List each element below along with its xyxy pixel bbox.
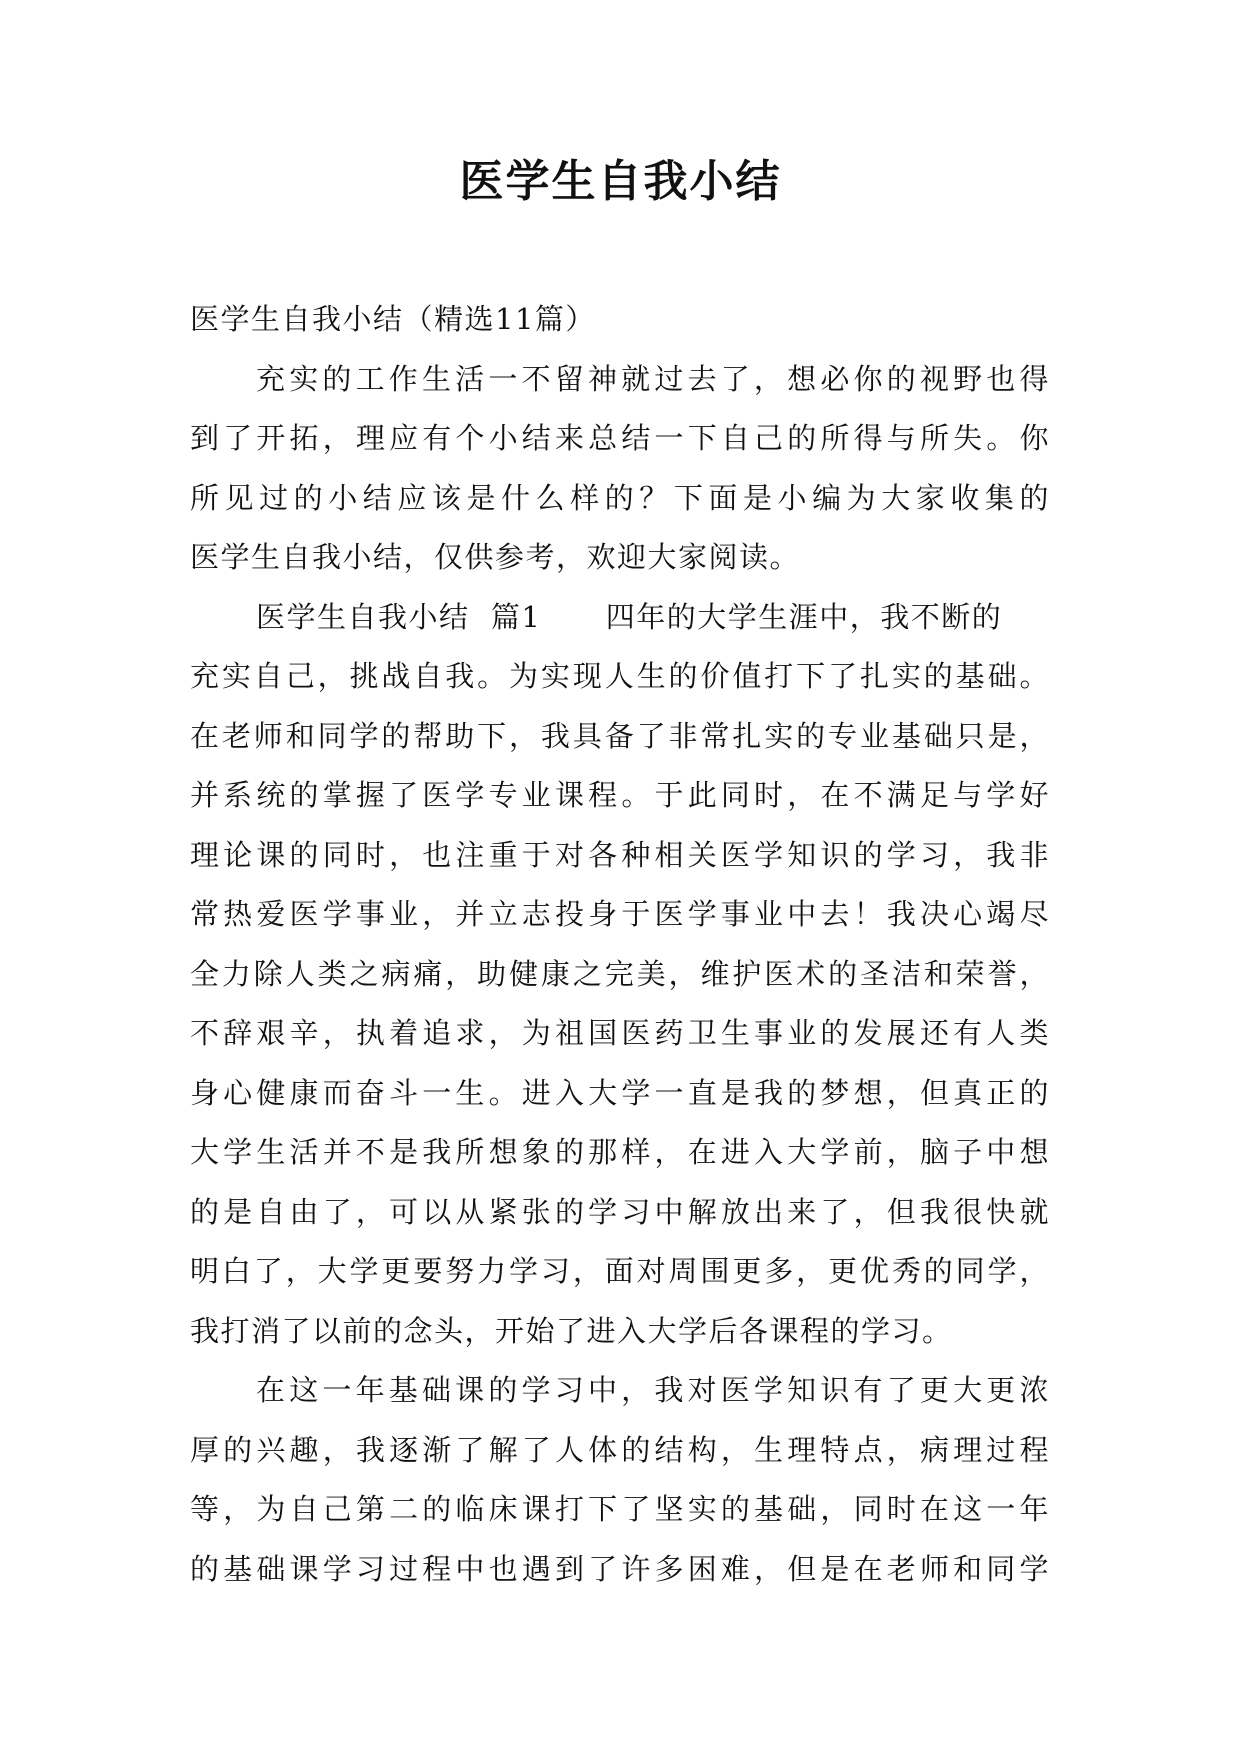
body-line: 所见过的小结应该是什么样的？下面是小编为大家收集的 bbox=[190, 480, 1050, 515]
body-line: 理论课的同时，也注重于对各种相关医学知识的学习，我非 bbox=[190, 837, 1050, 872]
body-line: 充实的工作生活一不留神就过去了，想必你的视野也得 bbox=[256, 361, 1050, 396]
body-line: 的是自由了，可以从紧张的学习中解放出来了，但我很快就 bbox=[190, 1194, 1050, 1229]
body-line: 在这一年基础课的学习中，我对医学知识有了更大更浓 bbox=[256, 1373, 1050, 1407]
body-line: 在老师和同学的帮助下，我具备了非常扎实的专业基础只是， bbox=[190, 718, 1050, 753]
body-line: 全力除人类之病痛，助健康之完美，维护医术的圣洁和荣誉， bbox=[190, 956, 1050, 991]
body-line: 等，为自己第二的临床课打下了坚实的基础，同时在这一年 bbox=[190, 1492, 1050, 1526]
body-line: 大学生活并不是我所想象的那样，在进入大学前，脑子中想 bbox=[190, 1135, 1050, 1169]
document-subtitle: 医学生自我小结（精选11篇） bbox=[190, 302, 596, 336]
body-line: 不辞艰辛，执着追求，为祖国医药卫生事业的发展还有人类 bbox=[190, 1016, 1050, 1050]
document-title: 医学生自我小结 bbox=[459, 156, 782, 207]
body-line: 医学生自我小结，仅供参考，欢迎大家阅读。 bbox=[190, 540, 801, 574]
body-line: 常热爱医学事业，并立志投身于医学事业中去！我决心竭尽 bbox=[190, 897, 1050, 931]
body-line: 身心健康而奋斗一生。进入大学一直是我的梦想，但真正的 bbox=[190, 1075, 1050, 1110]
body-line: 并系统的掌握了医学专业课程。于此同时，在不满足与学好 bbox=[190, 778, 1050, 812]
body-line: 充实自己，挑战自我。为实现人生的价值打下了扎实的基础。 bbox=[190, 659, 1050, 693]
document-body bbox=[190, 290, 1050, 1599]
body-line: 厚的兴趣，我逐渐了解了人体的结构，生理特点，病理过程 bbox=[190, 1432, 1050, 1467]
body-line: 到了开拓，理应有个小结来总结一下自己的所得与所失。你 bbox=[190, 421, 1050, 455]
body-line: 我打消了以前的念头，开始了进入大学后各课程的学习。 bbox=[190, 1313, 953, 1348]
body-line: 的基础课学习过程中也遇到了许多困难，但是在老师和同学 bbox=[190, 1551, 1050, 1586]
body-line: 医学生自我小结 篇1 四年的大学生涯中，我不断的 bbox=[256, 599, 1003, 634]
body-line: 明白了，大学更要努力学习，面对周围更多，更优秀的同学， bbox=[190, 1254, 1050, 1288]
